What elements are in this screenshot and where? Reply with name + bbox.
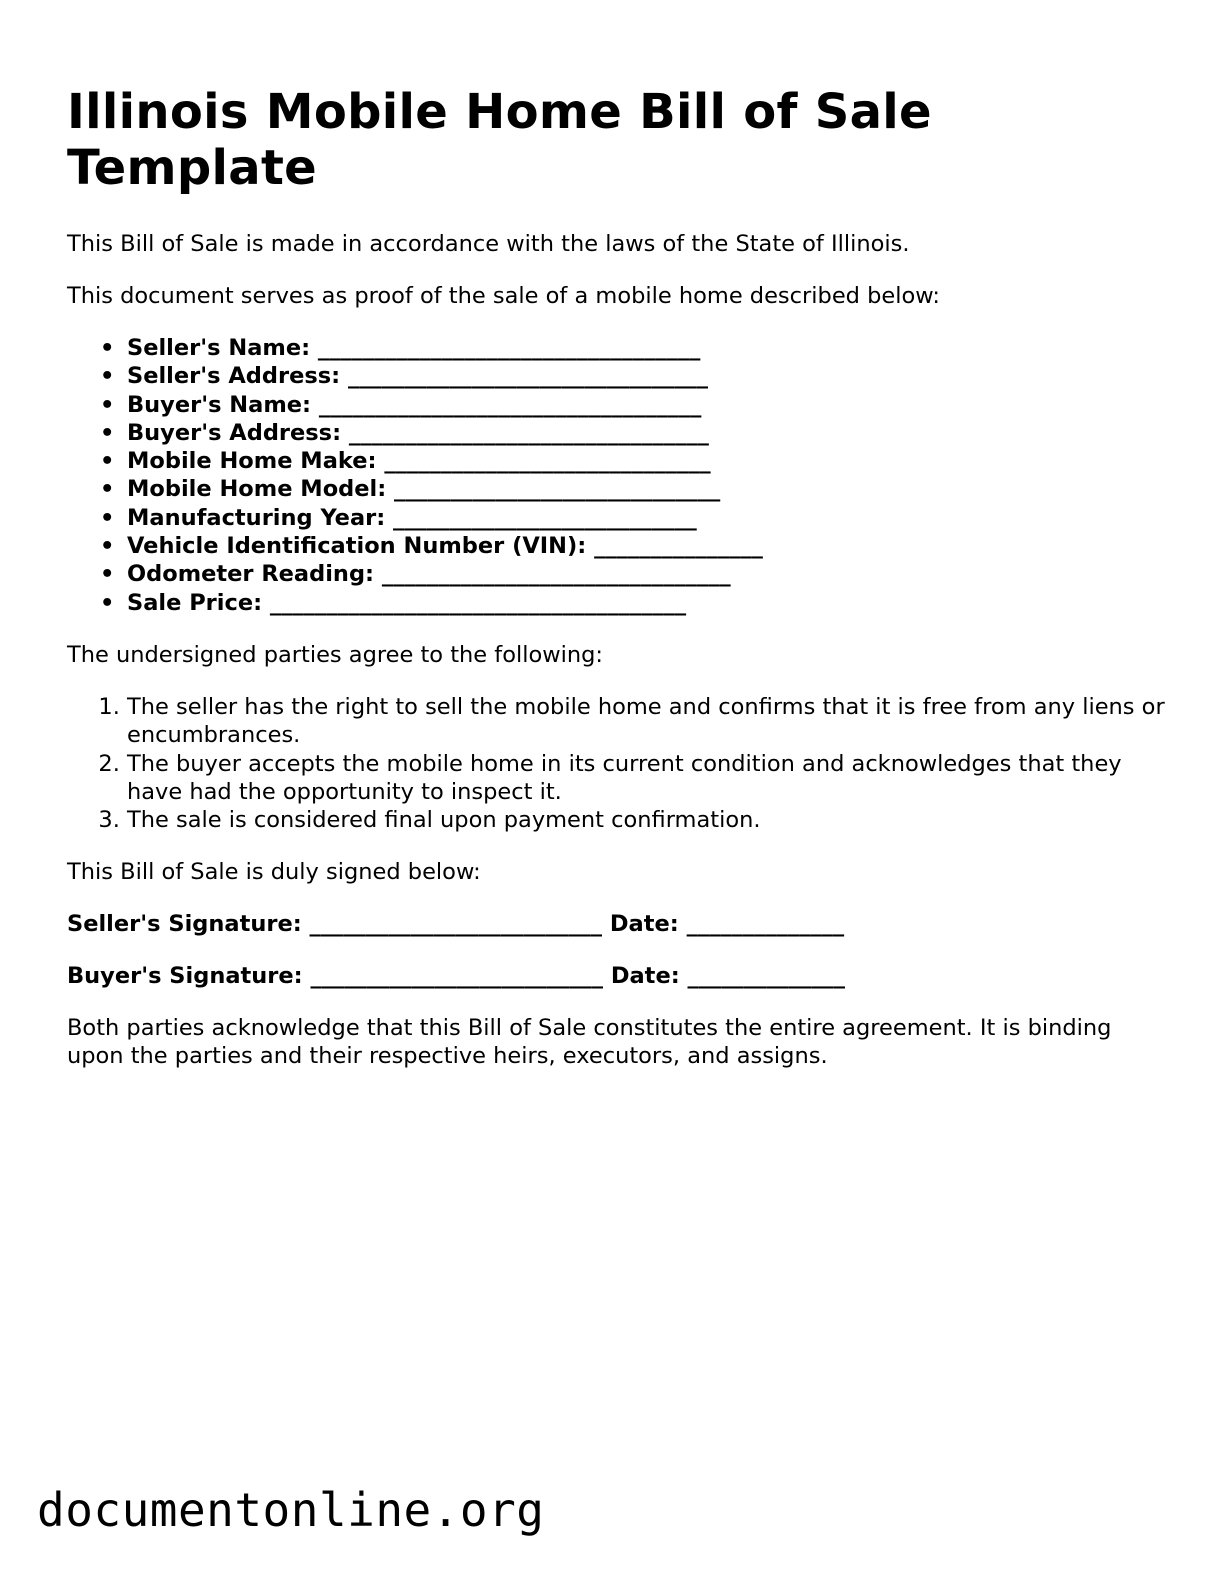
- field-vin: • Vehicle Identification Number (VIN): _______________: [127, 532, 1167, 560]
- terms-list: [67, 693, 1167, 834]
- term-item: 2. The buyer accepts the mobile home in its current condition and acknowledges that they have had the opportunity to inspect it.: [127, 750, 1167, 807]
- buyer-signature-line: Buyer's Signature: __________________________ Date: ______________: [67, 963, 846, 990]
- signed-intro: This Bill of Sale is duly signed below:: [67, 859, 481, 886]
- watermark-text: documentonline.org: [37, 1483, 545, 1537]
- intro-paragraph-2: This document serves as proof of the sale of a mobile home described below:: [67, 283, 940, 309]
- seller-signature-line: Seller's Signature: __________________________ Date: ______________: [67, 911, 845, 938]
- term-item: 3. The sale is considered final upon payment confirmation.: [127, 806, 1167, 834]
- document-title: Illinois Mobile Home Bill of Sale Template: [67, 84, 932, 196]
- closing-paragraph: Both parties acknowledge that this Bill of Sale constitutes the entire agreement. It is binding upon the parties and their respective heirs, executors, and assigns.: [67, 1015, 1112, 1070]
- field-mobile-home-model: • Mobile Home Model: _____________________________: [127, 475, 1167, 503]
- intro-paragraph-1: This Bill of Sale is made in accordance with the laws of the State of Illinois.: [67, 231, 910, 257]
- field-seller-address: • Seller's Address: ________________________________: [127, 362, 1167, 390]
- field-mobile-home-make: • Mobile Home Make: _____________________________: [127, 447, 1167, 475]
- agree-intro: The undersigned parties agree to the following:: [67, 641, 604, 668]
- field-buyer-address: • Buyer's Address: ________________________________: [127, 419, 1167, 447]
- document-page: [67, 84, 1167, 1094]
- field-buyer-name: • Buyer's Name: __________________________________: [127, 391, 1167, 419]
- field-manufacturing-year: • Manufacturing Year: ___________________________: [127, 504, 1167, 532]
- field-seller-name: • Seller's Name: __________________________________: [127, 334, 1167, 362]
- term-item: 1. The seller has the right to sell the mobile home and confirms that it is free from any liens or encumbrances.: [127, 693, 1167, 750]
- field-odometer-reading: • Odometer Reading: _______________________________: [127, 560, 1167, 588]
- fields-list: [67, 334, 1167, 617]
- field-sale-price: • Sale Price: _____________________________________: [127, 589, 1167, 617]
